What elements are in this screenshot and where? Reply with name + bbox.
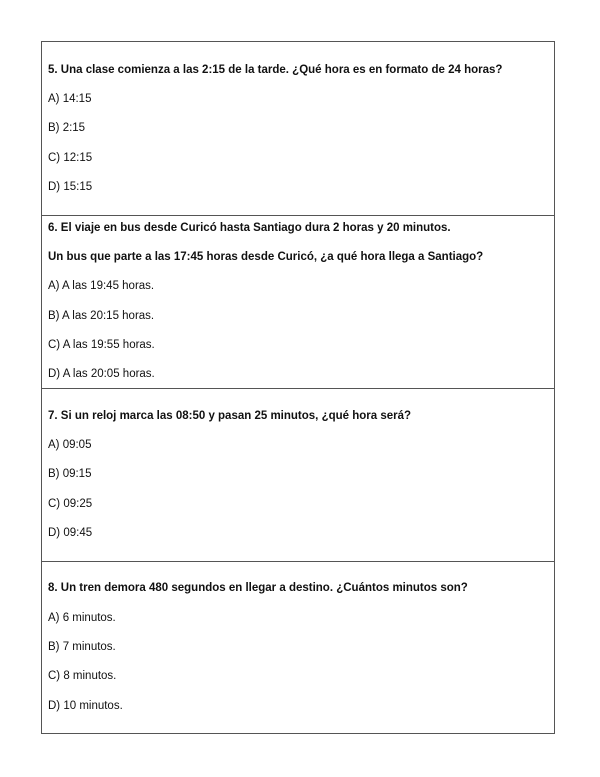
question-prompt: 8. Un tren demora 480 segundos en llegar a destino. ¿Cuántos minutos son? (48, 582, 468, 594)
answer-option: D) 15:15 (48, 181, 93, 193)
question-block-8 (41, 561, 555, 734)
answer-option: B) A las 20:15 horas. (48, 310, 155, 322)
answer-option: A) A las 19:45 horas. (48, 280, 155, 292)
answer-option: D) 09:45 (48, 527, 93, 539)
answer-option: C) A las 19:55 horas. (48, 339, 155, 351)
answer-option: B) 7 minutos. (48, 641, 116, 653)
question-block-6 (41, 215, 555, 388)
answer-option: C) 12:15 (48, 152, 93, 164)
answer-option: A) 6 minutos. (48, 612, 116, 624)
answer-option: B) 2:15 (48, 122, 86, 134)
answer-option: B) 09:15 (48, 468, 92, 480)
answer-option: D) A las 20:05 horas. (48, 368, 155, 380)
answer-option: C) 8 minutos. (48, 670, 117, 682)
answer-option: D) 10 minutos. (48, 700, 123, 712)
question-block-5 (41, 41, 555, 215)
quiz-sheet (41, 41, 556, 734)
question-block-7 (41, 388, 555, 561)
answer-option: C) 09:25 (48, 498, 93, 510)
question-prompt: Un bus que parte a las 17:45 horas desde Curicó, ¿a qué hora llega a Santiago? (48, 251, 484, 263)
answer-option: A) 14:15 (48, 93, 92, 105)
question-prompt: 7. Si un reloj marca las 08:50 y pasan 25 minutos, ¿qué hora será? (48, 410, 412, 422)
question-prompt: 6. El viaje en bus desde Curicó hasta Santiago dura 2 horas y 20 minutos. (48, 222, 451, 234)
question-prompt: 5. Una clase comienza a las 2:15 de la tarde. ¿Qué hora es en formato de 24 horas? (48, 64, 503, 76)
answer-option: A) 09:05 (48, 439, 92, 451)
